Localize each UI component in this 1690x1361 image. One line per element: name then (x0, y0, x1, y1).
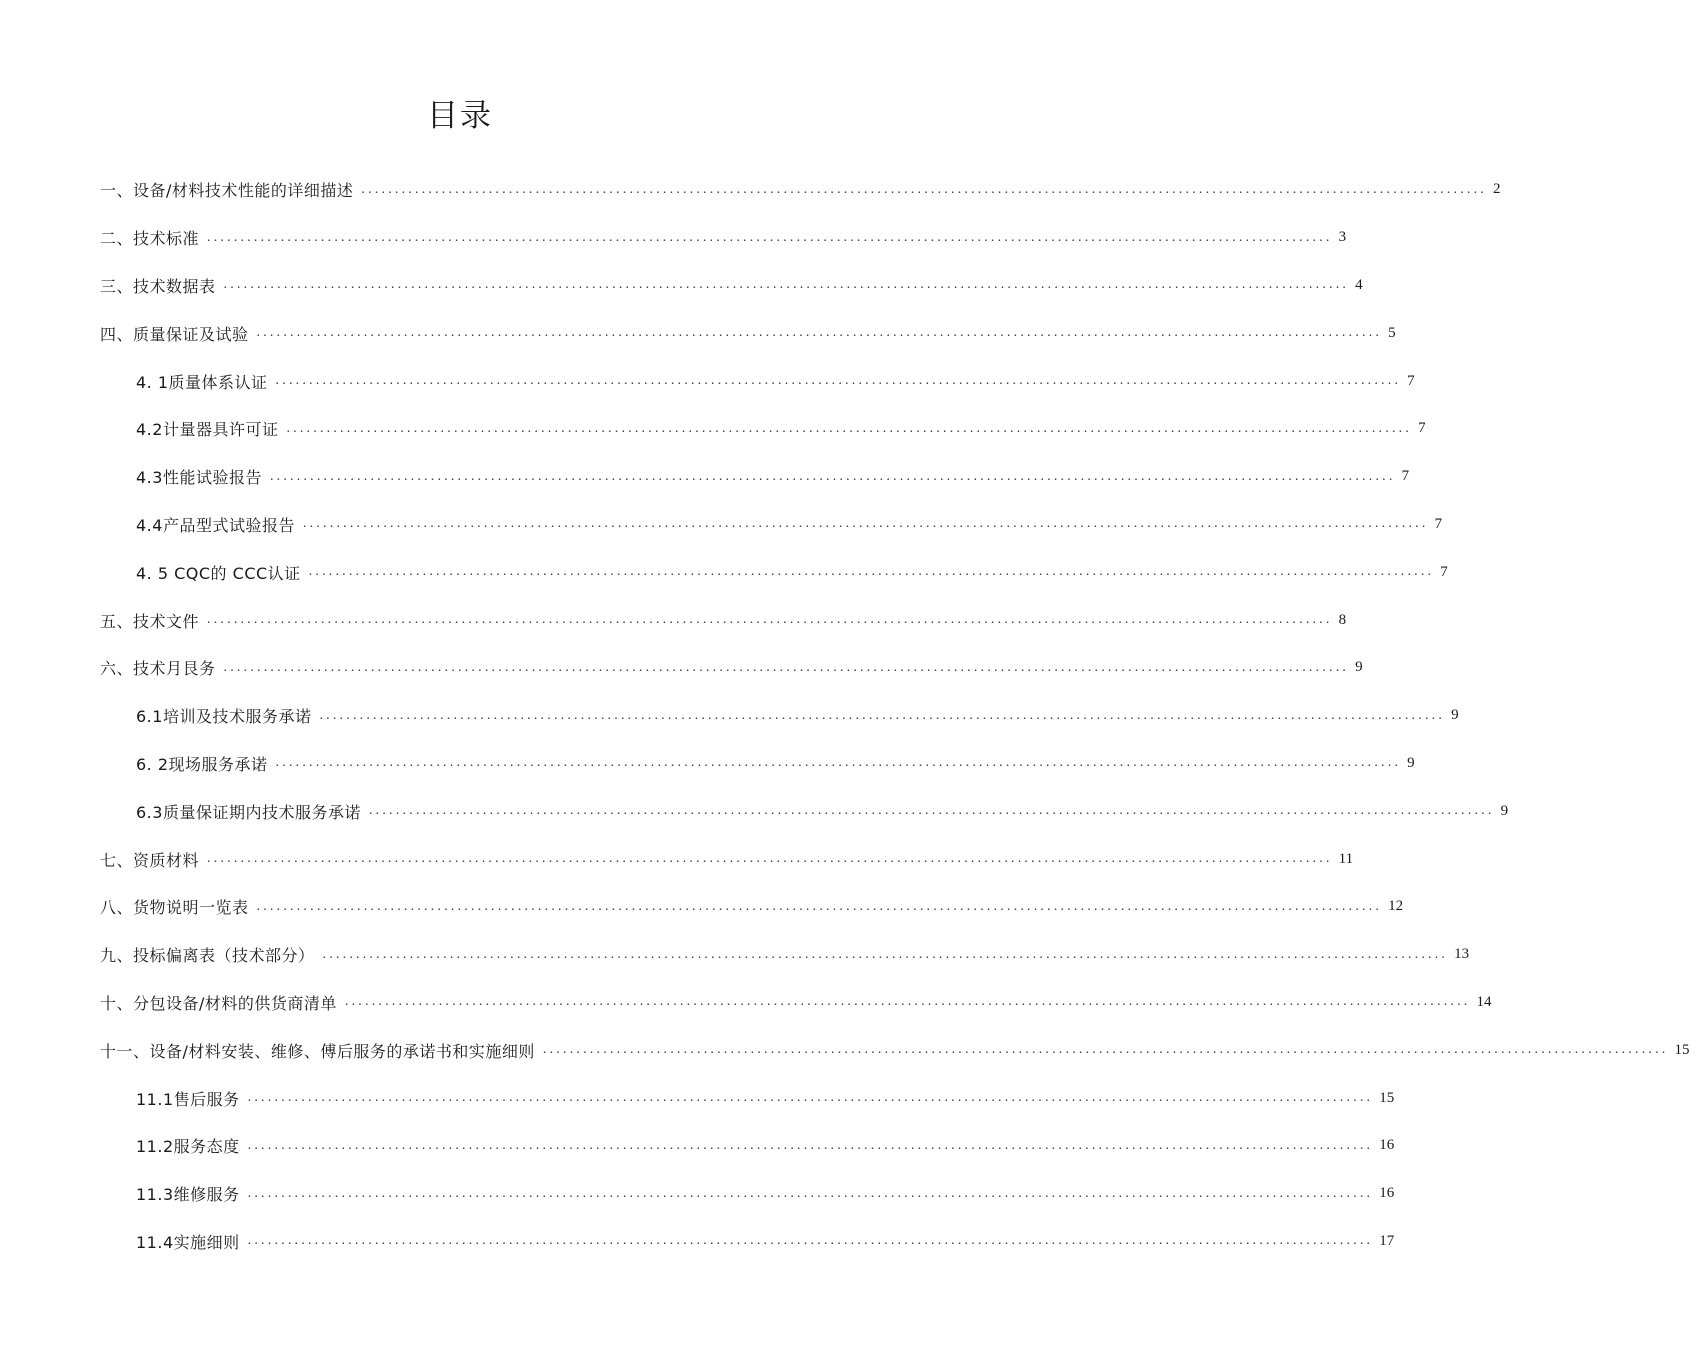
toc-entry[interactable] (0, 453, 1410, 501)
toc-page-number: 9 (1407, 754, 1415, 771)
toc-page-number: 13 (1454, 946, 1470, 963)
toc-entry-label: 11.2服务态度 (136, 1137, 240, 1157)
toc-page-number: 4 (1355, 276, 1363, 293)
toc-dot-leader: ........................................................................................................................................................................ (344, 994, 1471, 1010)
toc-dot-leader: ........................................................................................................................................................................ (322, 946, 1449, 962)
toc-entry-label: 八、货物说明一览表 (100, 898, 249, 918)
toc-dot-leader: ........................................................................................................................................................................ (247, 1233, 1374, 1249)
toc-entry-label: 4.3性能试验报告 (136, 468, 262, 488)
toc-page-number: 15 (1674, 1041, 1690, 1058)
toc-entry[interactable] (0, 357, 1415, 405)
toc-page-number: 15 (1379, 1089, 1395, 1106)
toc-entry-label: 十、分包设备/材料的供货商清单 (100, 993, 337, 1013)
toc-entry-label: 九、投标偏离表（技术部分） (100, 946, 315, 966)
toc-page-number: 9 (1355, 659, 1363, 676)
toc-page-number: 11 (1338, 850, 1354, 867)
toc-entry-label: 11.3维修服务 (136, 1185, 240, 1205)
toc-dot-leader: ........................................................................................................................................................................ (361, 181, 1488, 197)
page-title: 目录 (427, 98, 493, 134)
toc-entry-label: 4.4产品型式试验报告 (136, 515, 295, 535)
toc-dot-leader: ........................................................................................................................................................................ (247, 1185, 1374, 1201)
toc-dot-leader: ........................................................................................................................................................................ (269, 468, 1396, 484)
toc-dot-leader: ........................................................................................................................................................................ (247, 1090, 1374, 1106)
toc-dot-leader: ........................................................................................................................................................................ (275, 755, 1402, 771)
toc-entry-label: 六、技术月艮务 (100, 659, 216, 679)
toc-entry[interactable] (0, 1026, 1690, 1074)
toc-dot-leader: ........................................................................................................................................................................ (256, 898, 1383, 914)
toc-page-number: 7 (1434, 515, 1443, 532)
toc-page-number: 8 (1338, 611, 1347, 628)
toc-entry[interactable] (0, 1074, 1395, 1122)
toc-page-number: 14 (1476, 993, 1492, 1010)
toc-dot-leader: ........................................................................................................................................................................ (308, 564, 1435, 580)
toc-page-number: 16 (1379, 1137, 1395, 1154)
toc-entry-label: 四、质量保证及试验 (100, 324, 249, 344)
toc-entry-label: 二、技术标准 (100, 229, 200, 249)
toc-page-number: 7 (1440, 563, 1448, 580)
toc-dot-leader: ........................................................................................................................................................................ (207, 851, 1333, 867)
toc-entry-label: 三、技术数据表 (100, 276, 216, 296)
toc-entry-label: 6.1培训及技术服务承诺 (136, 707, 312, 727)
toc-entry-label: 4. 1质量体系认证 (136, 372, 268, 392)
toc-entry[interactable] (0, 835, 1354, 883)
toc-dot-leader: ........................................................................................................................................................................ (247, 1137, 1374, 1153)
toc-entry[interactable] (0, 262, 1363, 310)
toc-entry[interactable] (0, 787, 1509, 835)
toc-entry-label: 五、技术文件 (100, 611, 200, 631)
toc-entry[interactable] (0, 214, 1347, 262)
toc-entry-label: 4. 5 CQC的 CCC认证 (136, 563, 301, 583)
toc-dot-leader: ........................................................................................................................................................................ (319, 707, 1446, 723)
toc-entry[interactable] (0, 979, 1492, 1027)
toc-dot-leader: ........................................................................................................................................................................ (223, 659, 1350, 675)
toc-dot-leader: ........................................................................................................................................................................ (256, 325, 1383, 341)
toc-page-number: 2 (1493, 181, 1501, 198)
toc-entry[interactable] (0, 166, 1501, 214)
toc-entry[interactable] (0, 1170, 1395, 1218)
toc-entry-label: 6. 2现场服务承诺 (136, 754, 268, 774)
toc-entry-label: 11.1售后服务 (136, 1089, 240, 1109)
toc-entry-label: 一、设备/材料技术性能的详细描述 (100, 181, 354, 201)
toc-entry-label: 6.3质量保证期内技术服务承诺 (136, 802, 361, 822)
toc-page-number: 3 (1338, 229, 1347, 246)
toc-dot-leader: ........................................................................................................................................................................ (542, 1042, 1669, 1058)
toc-entry[interactable] (0, 309, 1396, 357)
toc-entry[interactable] (0, 644, 1363, 692)
toc-page-number: 5 (1388, 324, 1396, 341)
toc-dot-leader: ........................................................................................................................................................................ (286, 420, 1413, 436)
toc-entry[interactable] (0, 883, 1404, 931)
toc-entry[interactable] (0, 596, 1347, 644)
toc-dot-leader: ........................................................................................................................................................................ (368, 803, 1495, 819)
toc-entry-label: 4.2计量器具许可证 (136, 420, 279, 440)
table-of-contents (0, 166, 1690, 1265)
toc-entry[interactable] (0, 692, 1459, 740)
toc-page-number: 17 (1379, 1232, 1395, 1249)
toc-page-number: 12 (1388, 898, 1404, 915)
toc-page-number: 7 (1407, 372, 1415, 389)
toc-entry[interactable] (0, 1218, 1395, 1266)
toc-page-number: 9 (1451, 707, 1459, 724)
toc-page-number: 9 (1500, 802, 1509, 819)
toc-entry[interactable] (0, 548, 1448, 596)
toc-page-number: 7 (1401, 468, 1410, 485)
toc-page-number: 7 (1418, 420, 1426, 437)
toc-entry-label: 七、资质材料 (100, 850, 200, 870)
toc-dot-leader: ........................................................................................................................................................................ (223, 277, 1350, 293)
toc-entry[interactable] (0, 931, 1470, 979)
toc-entry[interactable] (0, 740, 1415, 788)
toc-entry-label: 十一、设备/材料安装、维修、傅后服务的承诺书和实施细则 (100, 1041, 535, 1061)
toc-page-number: 16 (1379, 1185, 1395, 1202)
toc-dot-leader: ........................................................................................................................................................................ (302, 516, 1429, 532)
toc-entry[interactable] (0, 405, 1426, 453)
toc-dot-leader: ........................................................................................................................................................................ (207, 229, 1333, 245)
toc-entry-label: 11.4实施细则 (136, 1232, 240, 1252)
toc-dot-leader: ........................................................................................................................................................................ (207, 612, 1333, 628)
toc-dot-leader: ........................................................................................................................................................................ (275, 373, 1402, 389)
toc-entry[interactable] (0, 1122, 1395, 1170)
toc-entry[interactable] (0, 501, 1443, 549)
